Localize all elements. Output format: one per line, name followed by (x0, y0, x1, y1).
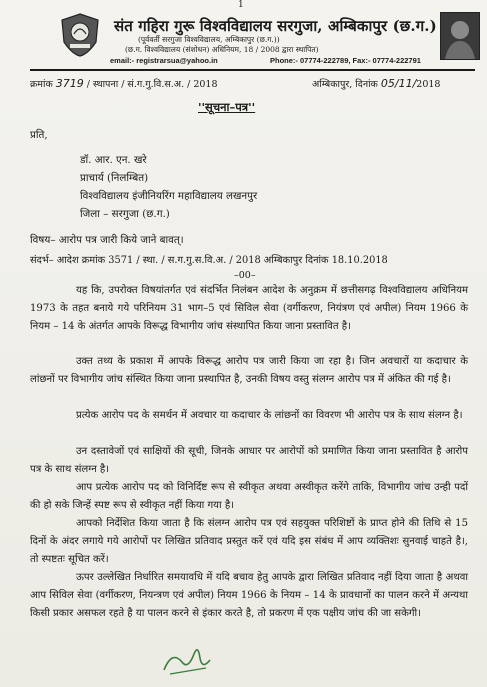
place-date-prefix: अम्बिकापुर, दिनांक (312, 79, 378, 90)
place-date (312, 77, 440, 90)
university-seal-logo (58, 12, 102, 58)
reference-number (30, 77, 218, 90)
page-number: 1 (238, 0, 244, 10)
paragraph-7: ऊपर उल्लेखित निर्धारित समयावधि में यदि बचाव हेतु आपके द्वारा लिखित प्रतिवाद नहीं दिया जाता है अथवा आप सिविल सेवा (वर्गीकरण, नियन्त्रण एवं अपील) नियम 1966 के नियम – 14 के प्रावधानों का पालन करने में अन्यथा किसी प्रकार असफल रहते है या पालन करने से इंकार करते है, तो प्रकरण में एक पक्षीय जांच की जा सकेगी। (30, 572, 468, 619)
recipient-designation: प्राचार्य (निलम्बित) (80, 172, 149, 184)
paragraph-4: उन दस्तावेजों एवं साक्षियों की सूची, जिनके आधार पर आरोपों को प्रमाणित किया जाना प्रस्तावित है आरोप पत्र के साथ संलग्न है। (30, 446, 468, 475)
handwritten-signature (160, 640, 220, 680)
former-name: (पूर्ववर्ती सरगुजा विश्वविद्यालय, अम्बिकापुर (छ.ग.)) (138, 35, 280, 44)
establishment-act: (छ.ग. विश्वविद्यालय (संशोधन) अधिनियम, 18 / 2008 द्वारा स्थापित) (125, 45, 319, 54)
recipient-district: जिला – सरगुजा (छ.ग.) (80, 208, 170, 220)
portrait-photo (440, 12, 480, 60)
subject-line: विषय– आरोप पत्र जारी किये जाने बावत्। (30, 234, 184, 246)
paragraph-6: आपको निर्देशित किया जाता है कि संलग्न आरोप पत्र एवं सहयुक्त परिशिष्टों के प्राप्त होने की तिथि से 15 दिनों के अंदर लगाये गये आरोपों पर लिखित प्रतिवाद प्रस्तुत करें एवं यदि इस संबंध में आप व्यक्तिशः सुनवाई चाहते है।, तो स्पष्टतः सूचित करें। (30, 518, 468, 565)
recipient-institution: विश्वविद्यालय इंजीनियरिंग महाविद्यालय लखनपुर (80, 190, 258, 202)
header-divider (30, 69, 475, 71)
phone-fax: Phone:- 07774-222789, Fax:- 07774-222791 (270, 56, 421, 65)
paragraph-2: उक्त तथ्य के प्रकाश में आपके विरूद्ध आरोप पत्र जारी किया जा रहा है। जिन अवचारों या कदाचार के लांछनों पर विभागीय जांच संस्थित किया जाना प्रस्थापित है, उनकी विषय वस्तु संलग्न आरोप पत्र में अंकित की गई है। (30, 356, 468, 385)
recipient-to: प्रति, (30, 129, 48, 141)
reference-handwritten-number: 3719 (55, 77, 84, 90)
reference-suffix: / स्थापना / सं.ग.गु.वि.स.अ. / 2018 (86, 79, 218, 90)
paragraph-5: आप प्रत्येक आरोप पद को विनिर्दिष्ट रूप से स्वीकृत अथवा अस्वीकृत करेंगे ताकि, विभागीय जांच उन्ही पदों की हो सके जिन्हें स्पष्ट रूप से स्वीकृत नहीं किया गया है। (30, 482, 468, 511)
paragraph-1: यह कि, उपरोक्त विषयांतर्गत एवं संदर्भित निलंबन आदेश के अनुक्रम में छत्तीसगढ़ विश्वविद्यालय अधिनियम 1973 के तहत बनाये गये परिनियम 31 भाग–5 एवं सिविल सेवा (वर्गीकरण, नियंत्रण एवं अपील) नियम 1966 के नियम – 14 के अंतर्गत आपके विरूद्ध विभागीय जांच संस्थापित किया जाना प्रस्तावित है। (30, 285, 468, 332)
handwritten-date: 05/11/ (380, 77, 417, 90)
university-name: संत गहिरा गुरू विश्वविद्यालय सरगुजा, अम्बिकापुर (छ.ग.) (114, 17, 437, 35)
reference-prefix: क्रमांक (30, 79, 53, 90)
email-address: email:- registrarsua@yahoo.in (110, 56, 218, 65)
recipient-name: डॉ. आर. एन. खरे (80, 154, 147, 166)
notice-title: ''सूचना–पत्र'' (198, 100, 256, 114)
paragraph-3: प्रत्येक आरोप पद के समर्थन में अवचार या कदाचार के लांछनों का विवरण भी आरोप पत्र के साथ संलग्न है। (76, 410, 463, 421)
date-year: 2018 (416, 79, 441, 90)
separator: –00– (234, 270, 256, 281)
reference-line: संदर्भ– आदेश क्रमांक 3571 / स्था. / स.ग.गु.स.वि.अ. / 2018 अम्बिकापुर दिनांक 18.10.2018 (30, 255, 388, 266)
